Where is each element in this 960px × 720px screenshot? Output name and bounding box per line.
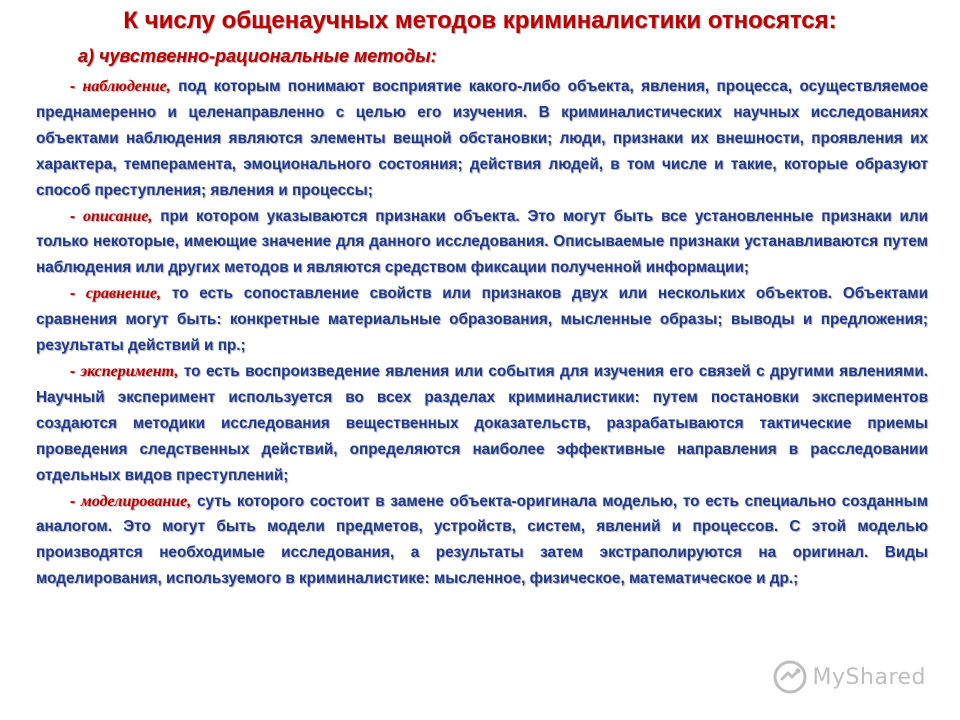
slide-subtitle: а) чувственно-рациональные методы:: [78, 46, 437, 66]
term-comparison: сравнение,: [85, 285, 162, 303]
list-dash: -: [70, 362, 76, 380]
paragraph-modeling: [36, 489, 928, 593]
list-dash: -: [70, 207, 76, 225]
paragraph-experiment: [36, 359, 928, 489]
list-dash: -: [70, 285, 76, 303]
term-description: описание,: [82, 207, 153, 225]
paragraph-observation: [36, 74, 928, 204]
term-modeling: моделирование,: [80, 492, 192, 510]
list-dash: -: [70, 492, 76, 510]
paragraph-description: [36, 204, 928, 282]
myshared-logo-icon: [773, 660, 807, 694]
watermark-text: MyShared: [812, 664, 926, 690]
term-experiment: эксперимент,: [80, 362, 179, 380]
paragraph-comparison: [36, 281, 928, 359]
term-observation: наблюдение,: [82, 78, 171, 95]
paragraph-text: суть которого состоит в замене объекта-оригинала моделью, то есть специально созданным аналогом. Это могут быть модели предметов, устройств, систем, явлений и процессов. С этой моделью производятся необходимые исследования, а результаты затем экстраполируются на оригинал. Виды моделирования, используемого в криминалистике: мысленное, физическое, математическое и др.;: [36, 492, 929, 588]
paragraph-text: под которым понимают восприятие какого-либо объекта, явления, процесса, осуществляемое преднамеренно и целенаправленно с целью его изучения. В криминалистических научных исследованиях объектами наблюдения являются элементы вещной обстановки; люди, признаки их внешности, проявления их характера, темперамента, эмоционального состояния; действия людей, в том числе и такие, которые образуют способ преступления; явления и процессы;: [36, 78, 929, 199]
list-dash: -: [70, 78, 76, 95]
watermark: [773, 660, 926, 694]
paragraph-text: при котором указываются признаки объекта. Это могут быть все установленные признаки или только некоторые, имеющие значение для данного исследования. Описываемые признаки устанавливаются путем наблюдения или других методов и являются средством фиксации полученной информации;: [36, 207, 929, 277]
paragraph-text: то есть воспроизведение явления или события для изучения его связей с другими явлениями. Научный эксперимент используется во всех разделах криминалистики: путем постановки экспериментов создаются методики исследования вещественных доказательств, разрабатываются тактические приемы проведения следственных действий, определяются наиболее эффективные направления в расследовании отдельных видов преступлений;: [36, 362, 928, 484]
slide-title: К числу общенаучных методов криминалистики относятся:: [123, 7, 837, 34]
slide-body: [36, 74, 928, 592]
paragraph-text: то есть сопоставление свойств или признаков двух или нескольких объектов. Объектами сравнения могут быть: конкретные материальные образования, мысленные образы; выводы и предложения; результаты действий и пр.;: [36, 285, 929, 355]
